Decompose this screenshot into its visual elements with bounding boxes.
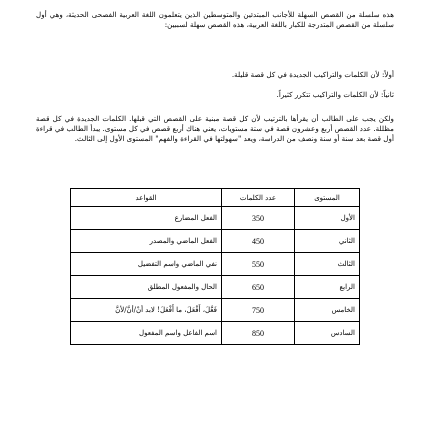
table-row [71, 230, 360, 253]
row-level: السادس [295, 322, 360, 345]
row-rules: نفي الماضي واسم التفضيل [71, 253, 222, 276]
header-count: عدد الكلمات [222, 189, 295, 207]
row-rules: فَعَّلَ، أَفْعَلَ، ما أَفْعَلَ! لابد أنْ/أنَّ/لأنَّ [71, 299, 222, 322]
row-rules: الحال والمفعول المطلق [71, 276, 222, 299]
intro-paragraph: هذه سلسلة من القصص السهلة للأجانب المبتدئين والمتوسطين الذين يتعلمون اللغة العربية الفصحى الحديثة، وهي أول سلسلة من القصص المتدرجة للكبار باللغة العربية، هذه القصص سهلة لسببين: [36, 10, 394, 29]
row-count: 750 [222, 299, 295, 322]
order-paragraph: ولكن يجب على الطالب أن يقرأها بالترتيب لأن كل قصة مبنية على القصص التي قبلها. الكلمات الجديدة في كل قصة مظللة. عدد القصص أربع وعشرون قصة في ستة مستويات، يعني هناك أربع قصص في كل مستوى. يبدأ الطالب في قراءة أول قصة بعد سنة أو سنة ونصف من الدراسة، ويعد "سهولتها في القراءة والفهم" المستوى الأول إلى الثالث. [35, 114, 394, 143]
row-count: 450 [222, 230, 295, 253]
row-level: الخامس [295, 299, 360, 322]
row-level: الرابع [295, 276, 360, 299]
table-row [71, 253, 360, 276]
row-rules: الفعل الماضي والمصدر [71, 230, 222, 253]
row-level: الثاني [295, 230, 360, 253]
table-row [71, 322, 360, 345]
row-level: الثالث [295, 253, 360, 276]
reason-two: ثانياً: لأن الكلمات والتراكيب تتكرر كثيراً. [276, 90, 394, 99]
reason-one: أولاً: لأن الكلمات والتراكيب الجديدة في كل قصة قليلة. [231, 70, 394, 79]
table-header-row [71, 189, 360, 207]
header-rules: القواعد [71, 189, 222, 207]
levels-table [70, 188, 360, 345]
row-count: 350 [222, 207, 295, 230]
table-row [71, 207, 360, 230]
row-rules: اسم الفاعل واسم المفعول [71, 322, 222, 345]
row-count: 650 [222, 276, 295, 299]
row-count: 550 [222, 253, 295, 276]
row-rules: الفعل المضارع [71, 207, 222, 230]
table-row [71, 299, 360, 322]
row-level: الأول [295, 207, 360, 230]
header-level: المستوى [295, 189, 360, 207]
row-count: 850 [222, 322, 295, 345]
table-row [71, 276, 360, 299]
